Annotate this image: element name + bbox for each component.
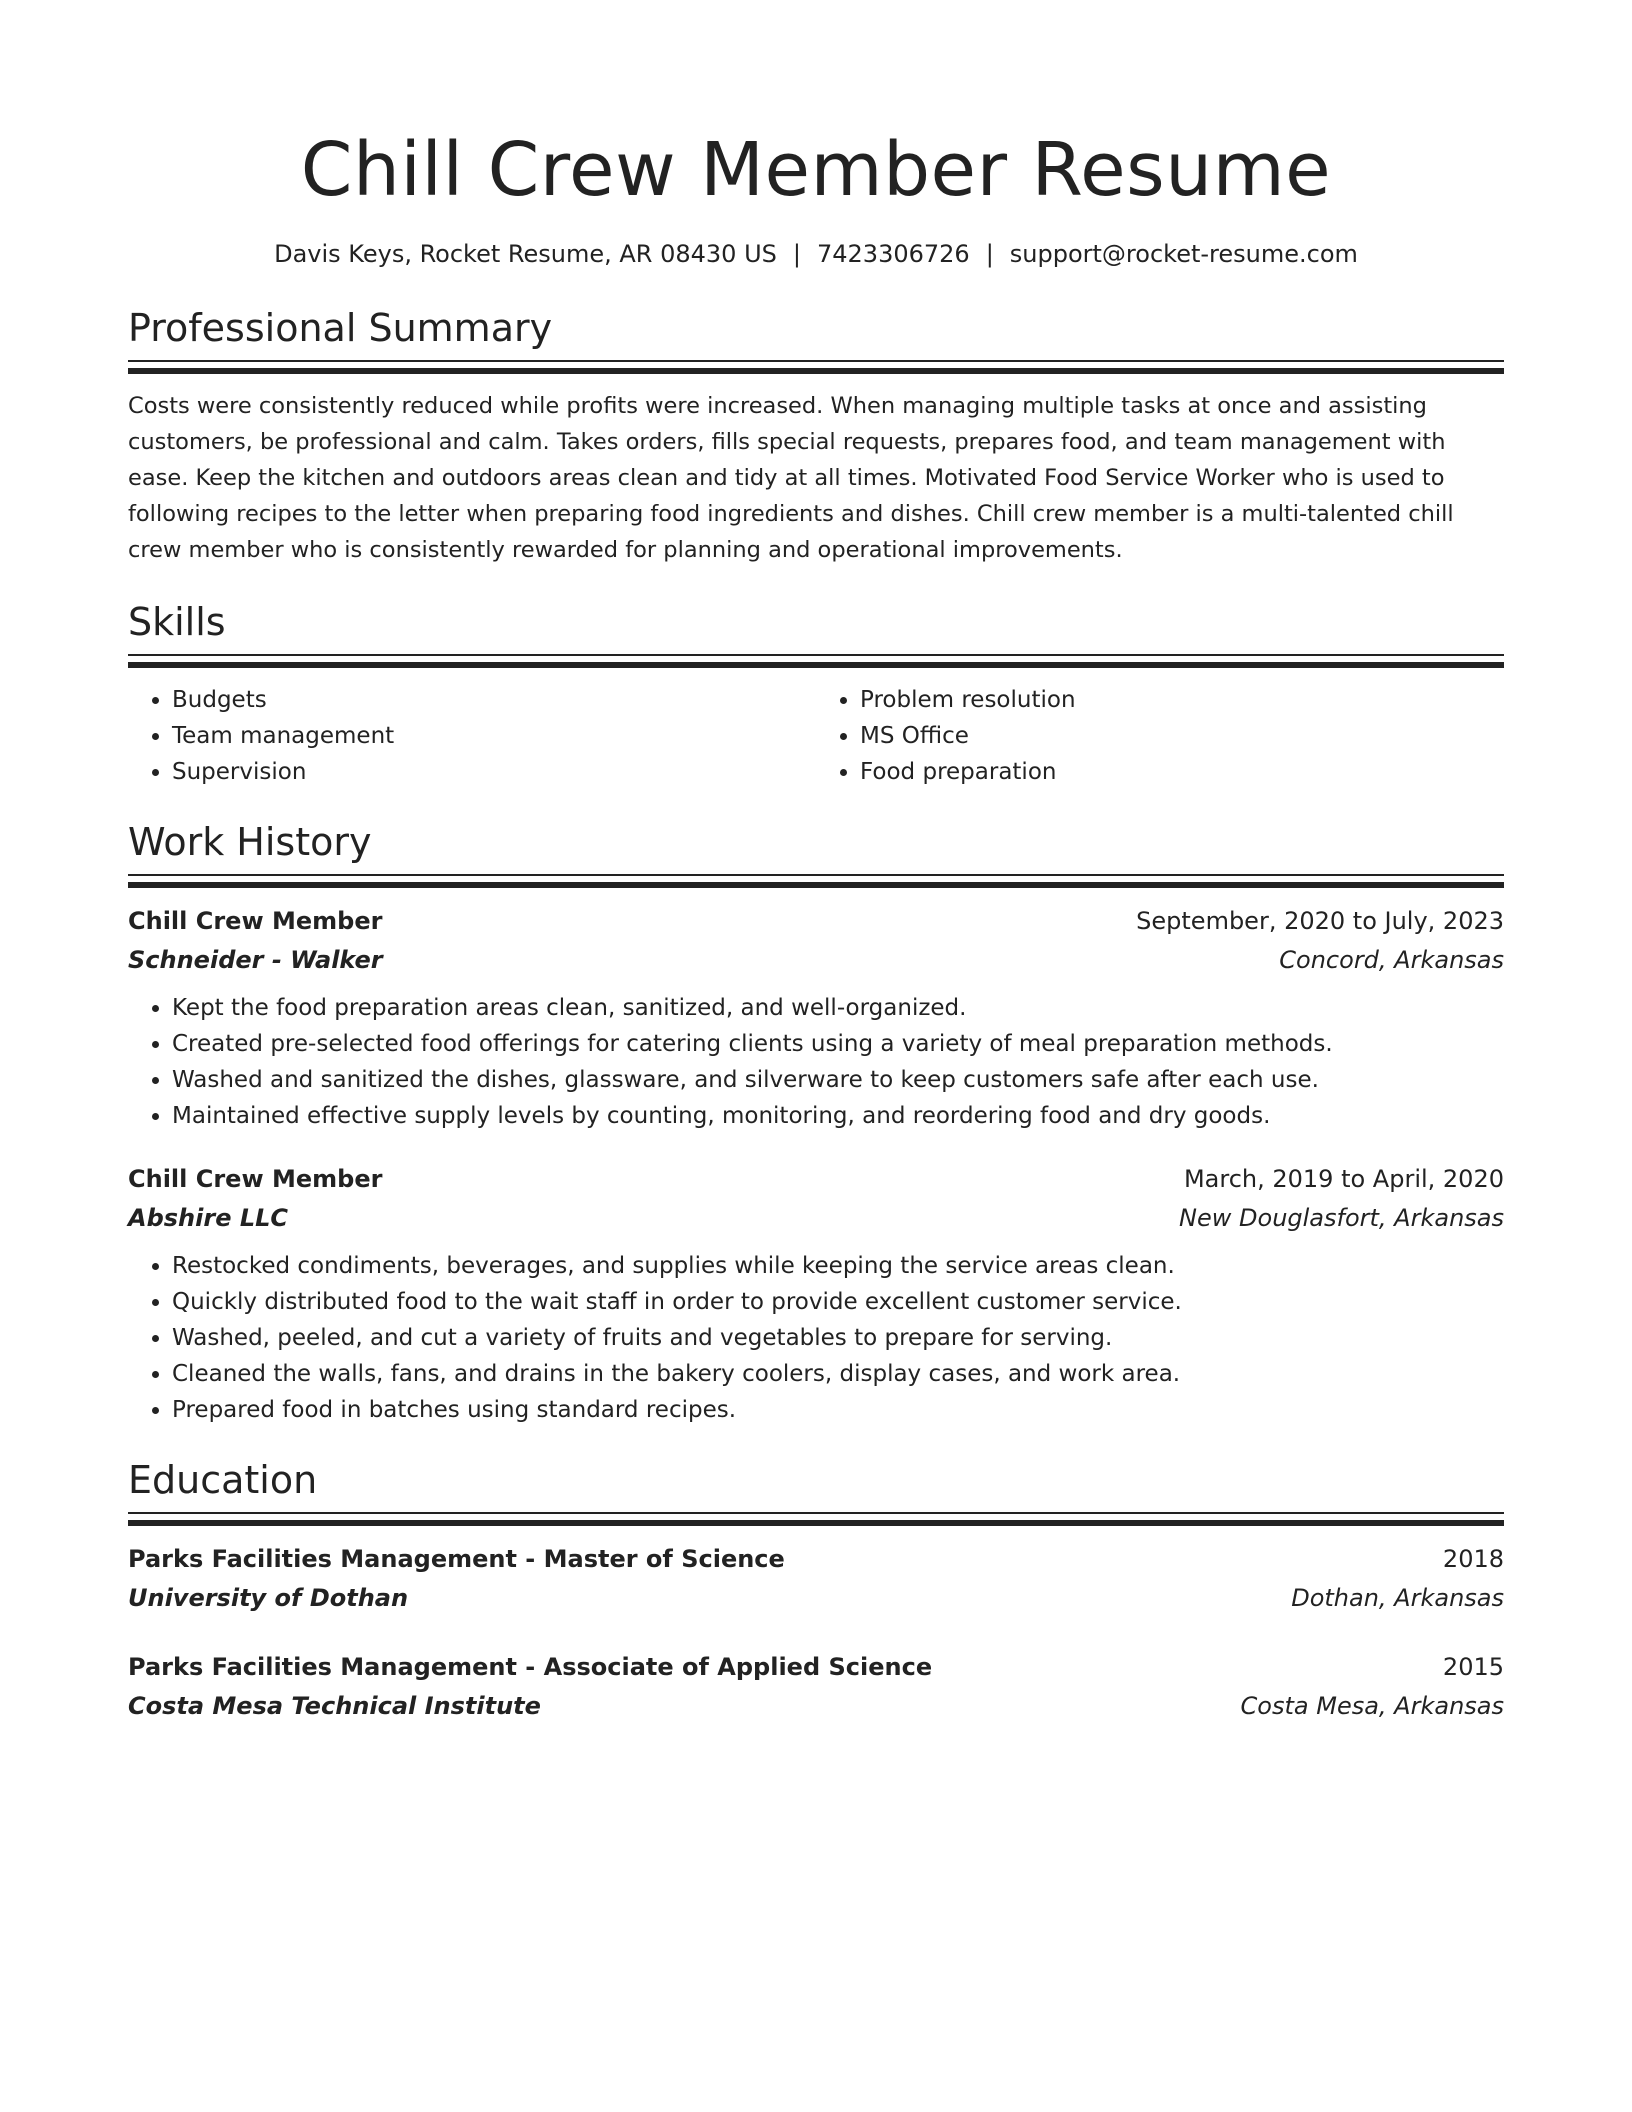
job-location: Concord, Arkansas — [1279, 946, 1504, 974]
education-school: Costa Mesa Technical Institute — [128, 1692, 541, 1720]
education-school-row — [128, 1686, 1504, 1726]
job-employer: Schneider - Walker — [128, 946, 383, 974]
education-year: 2015 — [1442, 1653, 1504, 1681]
job-employer-row — [128, 1198, 1504, 1238]
job-location: New Douglasfort, Arkansas — [1179, 1204, 1504, 1232]
education-degree: Parks Facilities Management - Associate of Applied Science — [128, 1653, 933, 1681]
job-bullet: • Cleaned the walls, fans, and drains in the bakery coolers, display cases, and work area. — [172, 1356, 1504, 1392]
education-location: Dothan, Arkansas — [1291, 1584, 1504, 1612]
education-school-row — [128, 1578, 1504, 1618]
education-section — [128, 1456, 1504, 1726]
education-header-row — [128, 1540, 1504, 1578]
job-bullets — [128, 990, 1504, 1134]
skills-section — [128, 598, 1504, 790]
job-bullet: • Quickly distributed food to the wait staff in order to provide excellent customer service. — [172, 1284, 1504, 1320]
contact-email: support@rocket-resume.com — [1009, 240, 1358, 268]
contact-address: Davis Keys, Rocket Resume, AR 08430 US — [274, 240, 777, 268]
skills-list-right — [816, 682, 1504, 790]
skill-item: • Food preparation — [860, 754, 1504, 790]
job-bullet: • Washed, peeled, and cut a variety of fruits and vegetables to prepare for serving. — [172, 1320, 1504, 1356]
job-bullet: • Maintained effective supply levels by counting, monitoring, and reordering food and dry goods. — [172, 1098, 1504, 1134]
job-entry — [128, 1160, 1504, 1428]
section-divider — [128, 360, 1504, 374]
skill-item: • Budgets — [172, 682, 816, 718]
section-divider — [128, 874, 1504, 888]
section-divider — [128, 654, 1504, 668]
contact-separator: | — [985, 240, 994, 268]
section-divider — [128, 1512, 1504, 1526]
contact-separator: | — [792, 240, 801, 268]
education-year: 2018 — [1442, 1545, 1504, 1573]
job-employer-row — [128, 940, 1504, 980]
job-bullet: • Restocked condiments, beverages, and supplies while keeping the service areas clean. — [172, 1248, 1504, 1284]
education-heading: Education — [128, 1458, 318, 1502]
skill-item: • MS Office — [860, 718, 1504, 754]
job-bullet: • Kept the food preparation areas clean, sanitized, and well-organized. — [172, 990, 1504, 1026]
resume-page — [128, 0, 1504, 1726]
job-entry — [128, 902, 1504, 1134]
skill-item: • Supervision — [172, 754, 816, 790]
summary-text: Costs were consistently reduced while profits were increased. When managing multiple tasks at once and assisting customers, be professional and calm. Takes orders, fills special requests, prepares food, and team management with ease. Keep the kitchen and outdoors areas clean and tidy at all times. Motivated Food Service Worker who is used to following recipes to the letter when preparing food ingredients and dishes. Chill crew member is a multi-talented chill crew member who is consistently rewarded for planning and operational improvements. — [128, 393, 1454, 563]
education-entry — [128, 1540, 1504, 1618]
job-bullet: • Washed and sanitized the dishes, glassware, and silverware to keep customers safe after each use. — [172, 1062, 1504, 1098]
skill-item: • Team management — [172, 718, 816, 754]
summary-section — [128, 304, 1504, 568]
work-heading: Work History — [128, 820, 372, 864]
job-bullet: • Created pre-selected food offerings for catering clients using a variety of meal preparation methods. — [172, 1026, 1504, 1062]
contact-phone: 7423306726 — [816, 240, 970, 268]
work-section — [128, 818, 1504, 1428]
job-role: Chill Crew Member — [128, 1165, 383, 1193]
skills-list-left — [128, 682, 816, 790]
contact-line — [128, 238, 1504, 270]
education-degree: Parks Facilities Management - Master of Science — [128, 1545, 785, 1573]
education-school: University of Dothan — [128, 1584, 409, 1612]
skills-columns — [128, 682, 1504, 790]
job-dates: March, 2019 to April, 2020 — [1183, 1165, 1504, 1193]
education-header-row — [128, 1648, 1504, 1686]
summary-heading: Professional Summary — [128, 306, 553, 350]
job-bullets — [128, 1248, 1504, 1428]
skills-heading: Skills — [128, 600, 226, 644]
job-header-row — [128, 1160, 1504, 1198]
job-dates: September, 2020 to July, 2023 — [1136, 907, 1504, 935]
job-bullet: • Prepared food in batches using standard recipes. — [172, 1392, 1504, 1428]
skill-item: • Problem resolution — [860, 682, 1504, 718]
job-employer: Abshire LLC — [128, 1204, 289, 1232]
job-header-row — [128, 902, 1504, 940]
education-location: Costa Mesa, Arkansas — [1240, 1692, 1504, 1720]
resume-title: Chill Crew Member Resume — [300, 127, 1332, 213]
job-role: Chill Crew Member — [128, 907, 383, 935]
education-entry — [128, 1648, 1504, 1726]
